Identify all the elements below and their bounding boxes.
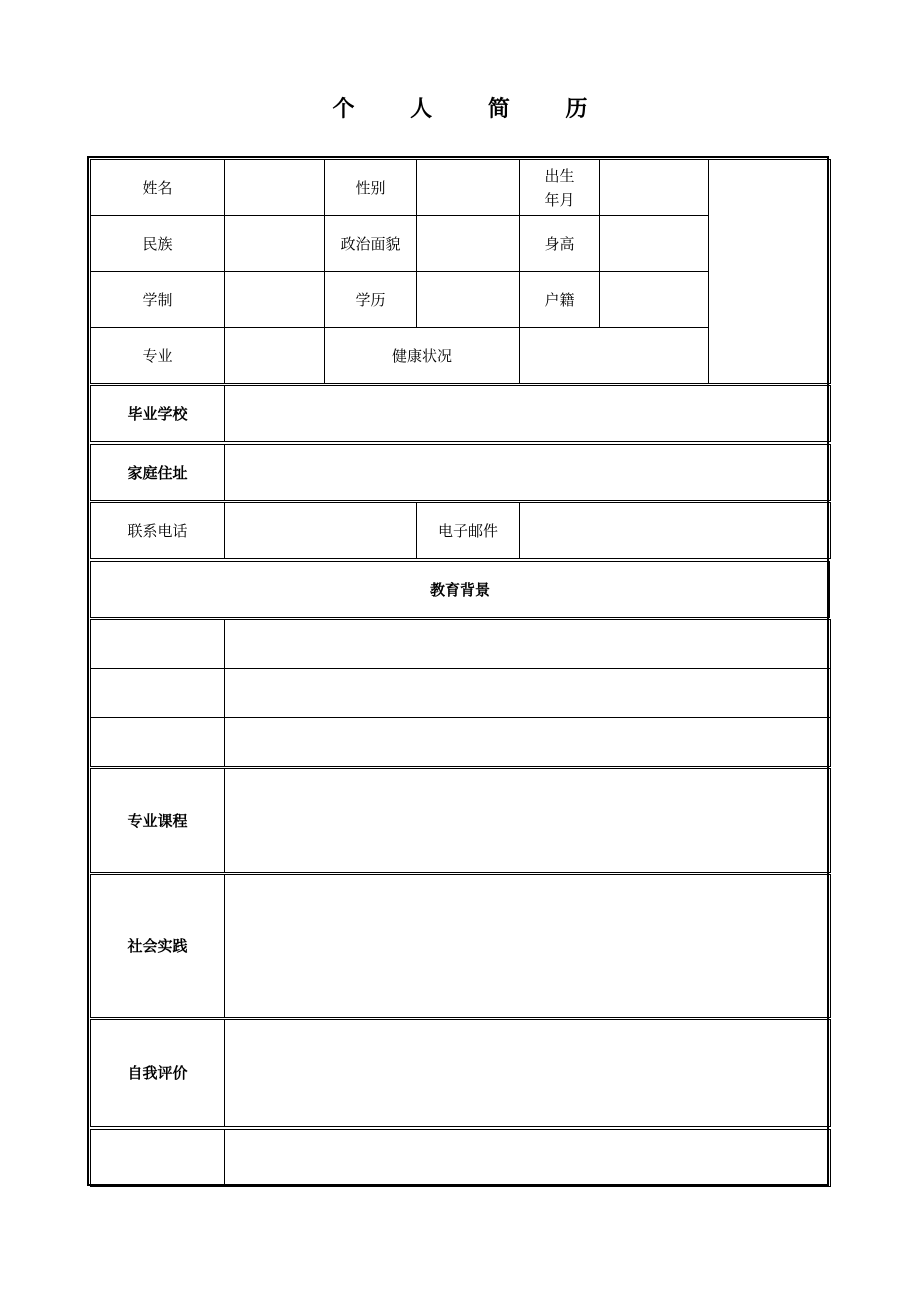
ethnicity-field[interactable] bbox=[225, 216, 325, 272]
photo-box[interactable] bbox=[709, 160, 831, 384]
phone-label: 联系电话 bbox=[91, 503, 225, 559]
ethnicity-label: 民族 bbox=[91, 216, 225, 272]
health-label: 健康状况 bbox=[325, 328, 520, 384]
courses-table bbox=[90, 768, 831, 873]
education-detail-field[interactable] bbox=[225, 620, 831, 669]
school-table bbox=[90, 385, 831, 442]
birth-label bbox=[520, 160, 600, 216]
basic-info-table bbox=[90, 159, 831, 384]
email-field[interactable] bbox=[520, 503, 831, 559]
name-field[interactable] bbox=[225, 160, 325, 216]
education-detail-field[interactable] bbox=[225, 718, 831, 767]
education-period-field[interactable] bbox=[91, 718, 225, 767]
political-label: 政治面貌 bbox=[325, 216, 417, 272]
birth-field[interactable] bbox=[600, 160, 709, 216]
self-evaluation-table bbox=[90, 1019, 831, 1127]
page-title: 个 人 简 历 bbox=[332, 96, 612, 122]
extra-table bbox=[90, 1129, 831, 1187]
health-field[interactable] bbox=[520, 328, 709, 384]
social-practice-field[interactable] bbox=[225, 875, 831, 1018]
phone-field[interactable] bbox=[225, 503, 417, 559]
hukou-field[interactable] bbox=[600, 272, 709, 328]
birth-label-line1: 出生 bbox=[544, 166, 575, 185]
email-label: 电子邮件 bbox=[417, 503, 520, 559]
education-label: 学历 bbox=[325, 272, 417, 328]
courses-label: 专业课程 bbox=[91, 769, 225, 873]
birth-label-line2: 年月 bbox=[544, 190, 575, 209]
self-evaluation-label: 自我评价 bbox=[91, 1020, 225, 1127]
political-field[interactable] bbox=[417, 216, 520, 272]
education-field[interactable] bbox=[417, 272, 520, 328]
education-header-table bbox=[90, 561, 830, 618]
extra-label-field[interactable] bbox=[91, 1130, 225, 1187]
school-field[interactable] bbox=[225, 386, 831, 442]
school-label: 毕业学校 bbox=[91, 386, 225, 442]
social-practice-table bbox=[90, 874, 831, 1018]
address-table bbox=[90, 444, 831, 501]
name-label: 姓名 bbox=[91, 160, 225, 216]
height-label: 身高 bbox=[520, 216, 600, 272]
education-background-label: 教育背景 bbox=[91, 562, 830, 618]
contact-table bbox=[90, 502, 831, 559]
education-period-field[interactable] bbox=[91, 620, 225, 669]
gender-field[interactable] bbox=[417, 160, 520, 216]
major-label: 专业 bbox=[91, 328, 225, 384]
hukou-label: 户籍 bbox=[520, 272, 600, 328]
address-label: 家庭住址 bbox=[91, 445, 225, 501]
height-field[interactable] bbox=[600, 216, 709, 272]
address-field[interactable] bbox=[225, 445, 831, 501]
schooling-field[interactable] bbox=[225, 272, 325, 328]
courses-field[interactable] bbox=[225, 769, 831, 873]
major-field[interactable] bbox=[225, 328, 325, 384]
social-practice-label: 社会实践 bbox=[91, 875, 225, 1018]
self-evaluation-field[interactable] bbox=[225, 1020, 831, 1127]
education-rows-table bbox=[90, 619, 831, 767]
education-period-field[interactable] bbox=[91, 669, 225, 718]
extra-content-field[interactable] bbox=[225, 1130, 831, 1187]
education-detail-field[interactable] bbox=[225, 669, 831, 718]
gender-label: 性别 bbox=[325, 160, 417, 216]
schooling-label: 学制 bbox=[91, 272, 225, 328]
